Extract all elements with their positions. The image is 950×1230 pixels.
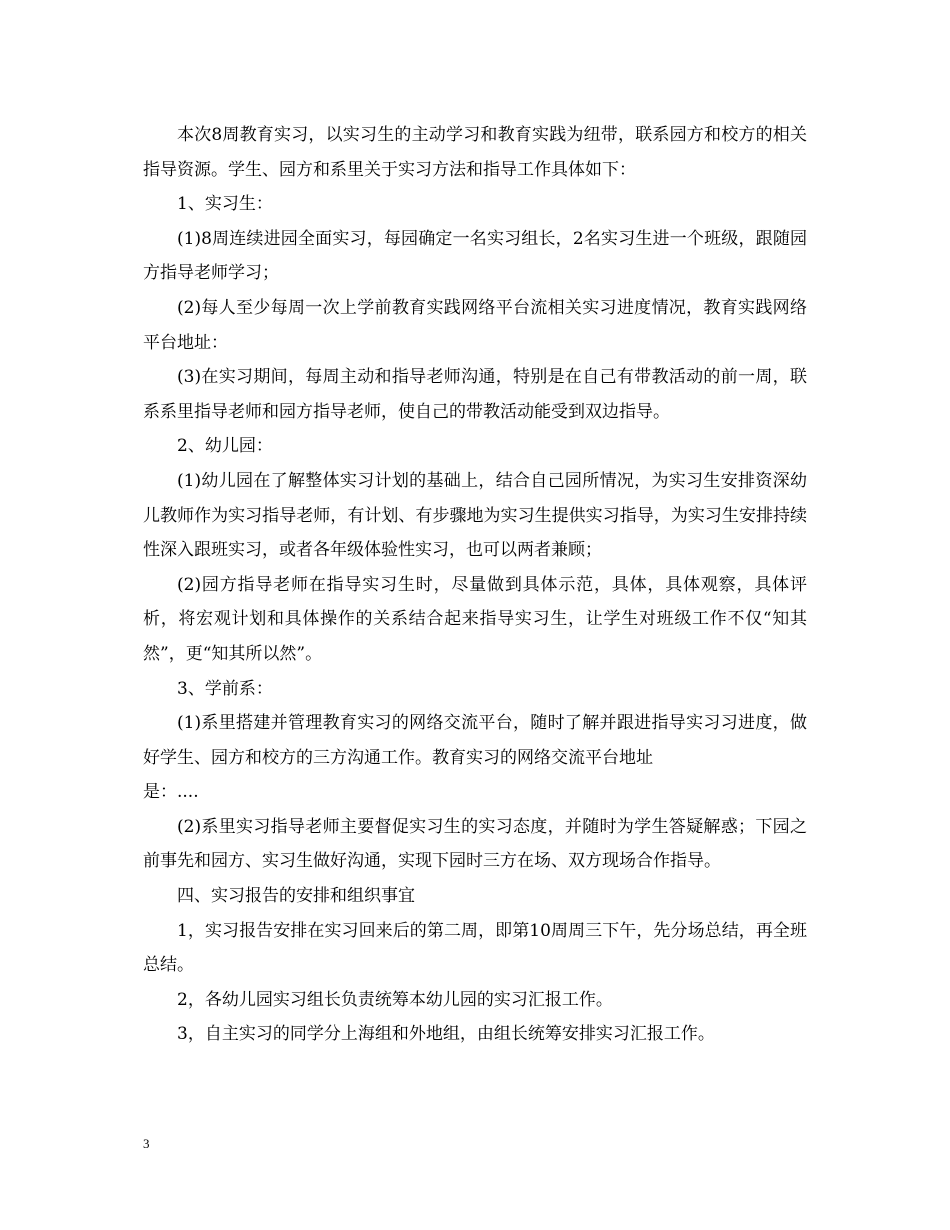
paragraph-report-3: 3，自主实习的同学分上海组和外地组，由组长统筹安排实习汇报工作。 — [177, 1024, 715, 1045]
paragraph-kindergarten-1: (1)幼儿园在了解整体实习计划的基础上，结合自己园所情况，为实习生安排资深幼儿教师作为实习指导老师，有计划、有步骤地为实习生提供实习指导，为实习生安排持续性深入跟班实习，或者各年级体验性实习，也可以两者兼顾； — [143, 470, 807, 561]
paragraph-report-1: 1，实习报告安排在实习回来后的第二周，即第10周周三下午，先分场总结，再全班总结。 — [143, 920, 807, 976]
page-number: 3 — [143, 1136, 150, 1151]
paragraph-dept-1-address: 是：.... — [143, 782, 199, 803]
paragraph-dept-2: (2)系里实习指导老师主要督促实习生的实习态度，并随时为学生答疑解惑；下园之前事先和园方、实习生做好沟通，实现下园时三方在场、双方现场合作指导。 — [143, 816, 807, 872]
paragraph-intro: 本次8周教育实习，以实习生的主动学习和教育实践为纽带，联系园方和校方的相关指导资源。学生、园方和系里关于实习方法和指导工作具体如下： — [143, 125, 807, 180]
paragraph-interns-2: (2)每人至少每周一次上学前教育实践网络平台流相关实习进度情况，教育实践网络平台地址： — [143, 297, 807, 353]
heading-report-arrangement: 四、实习报告的安排和组织事宜 — [177, 886, 415, 907]
heading-kindergarten: 2、幼儿园： — [177, 436, 273, 457]
paragraph-report-2: 2，各幼儿园实习组长负责统筹本幼儿园的实习汇报工作。 — [177, 989, 613, 1010]
heading-interns: 1、实习生： — [177, 194, 273, 215]
paragraph-dept-1: (1)系里搭建并管理教育实习的网络交流平台，随时了解并跟进指导实习习进度，做好学生、园方和校方的三方沟通工作。教育实习的网络交流平台地址 — [143, 713, 807, 768]
paragraph-kindergarten-2: (2)园方指导老师在指导实习生时，尽量做到具体示范，具体，具体观察，具体评析，将宏观计划和具体操作的关系结合起来指导实习生，让学生对班级工作不仅“知其然”，更“知其所以然”。 — [143, 574, 807, 664]
paragraph-interns-1: (1)8周连续进园全面实习，每园确定一名实习组长，2名实习生进一个班级，跟随园方指导老师学习； — [143, 228, 807, 284]
heading-preschool-dept: 3、学前系： — [177, 678, 273, 699]
document-body — [143, 118, 807, 1052]
paragraph-interns-3: (3)在实习期间，每周主动和指导老师沟通，特别是在自己有带教活动的前一周，联系系里指导老师和园方指导老师，使自己的带教活动能受到双边指导。 — [143, 367, 807, 422]
